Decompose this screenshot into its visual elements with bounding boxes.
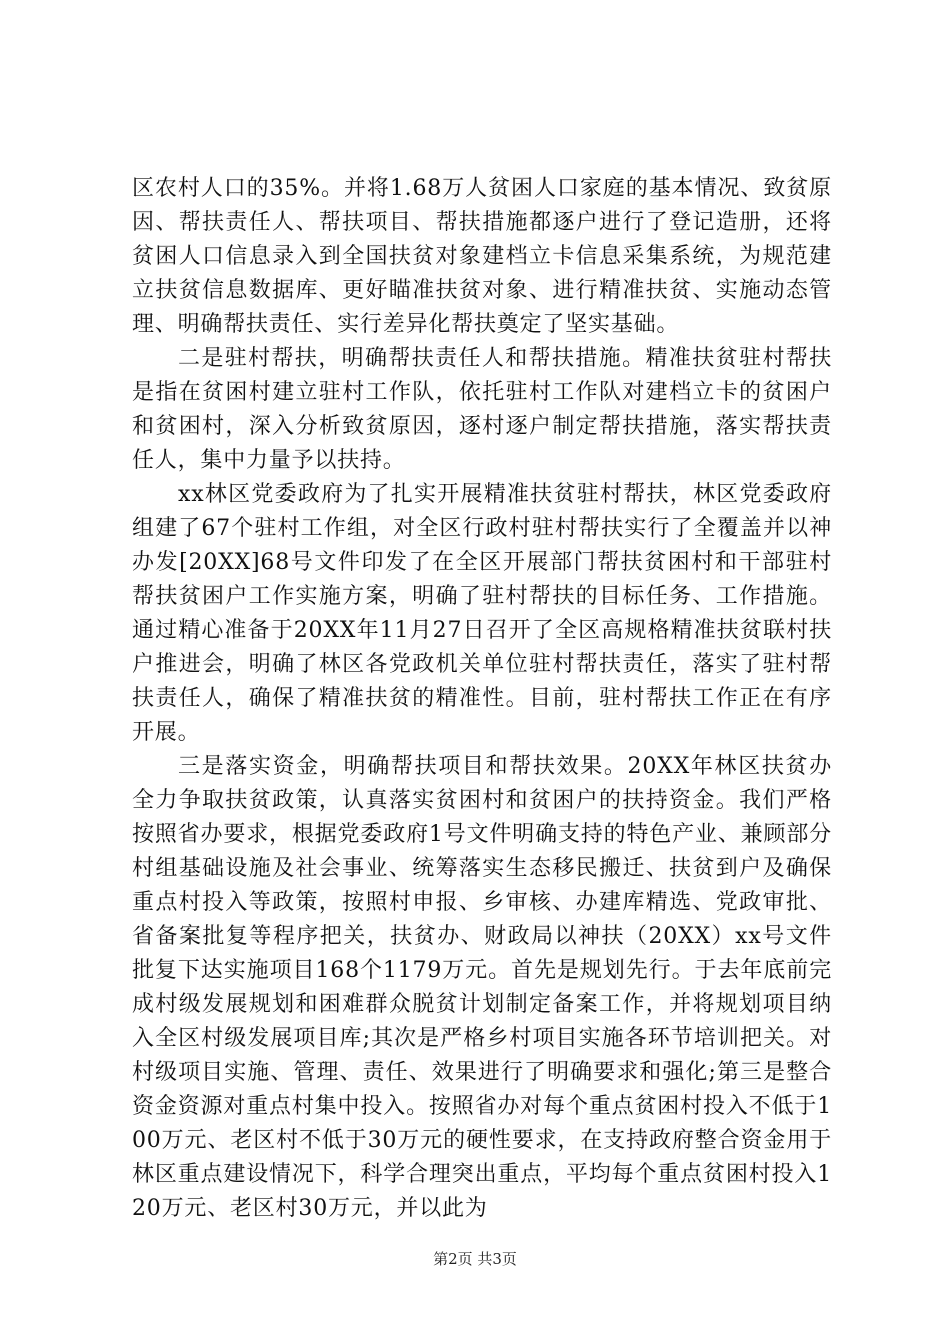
paragraph-3: xx林区党委政府为了扎实开展精准扶贫驻村帮扶，林区党委政府组建了67个驻村工作组，对全区行政村驻村帮扶实行了全覆盖并以神办发[20XX]68号文件印发了在全区开展部门帮扶贫困村和干部驻村帮扶贫困户工作实施方案，明确了驻村帮扶的目标任务、工作措施。通过精心准备于20XX年11月27日召开了全区高规格精准扶贫联村扶户推进会，明确了林区各党政机关单位驻村帮扶责任，落实了驻村帮扶责任人，确保了精准扶贫的精准性。目前，驻村帮扶工作正在有序开展。 bbox=[132, 482, 832, 745]
document-body bbox=[132, 172, 832, 1226]
paragraph-4: 三是落实资金，明确帮扶项目和帮扶效果。20XX年林区扶贫办全力争取扶贫政策，认真落实贫困村和贫困户的扶持资金。我们严格按照省办要求，根据党委政府1号文件明确支持的特色产业、兼顾部分村组基础设施及社会事业、统筹落实生态移民搬迁、扶贫到户及确保重点村投入等政策，按照村申报、乡审核、办建库精选、党政审批、省备案批复等程序把关，扶贫办、财政局以神扶（20XX）xx号文件批复下达实施项目168个1179万元。首先是规划先行。于去年底前完成村级发展规划和困难群众脱贫计划制定备案工作，并将规划项目纳入全区村级发展项目库;其次是严格乡村项目实施各环节培训把关。对村级项目实施、管理、责任、效果进行了明确要求和强化;第三是整合资金资源对重点村集中投入。按照省办对每个重点贫困村投入不低于100万元、老区村不低于30万元的硬性要求，在支持政府整合资金用于林区重点建设情况下，科学合理突出重点，平均每个重点贫困村投入120万元、老区村30万元，并以此为 bbox=[132, 754, 832, 1221]
paragraph-1: 区农村人口的35%。并将1.68万人贫困人口家庭的基本情况、致贫原因、帮扶责任人、帮扶项目、帮扶措施都逐户进行了登记造册，还将贫困人口信息录入到全国扶贫对象建档立卡信息采集系统，为规范建立扶贫信息数据库、更好瞄准扶贫对象、进行精准扶贫、实施动态管理、明确帮扶责任、实行差异化帮扶奠定了坚实基础。 bbox=[132, 176, 832, 337]
paragraph-2: 二是驻村帮扶，明确帮扶责任人和帮扶措施。精准扶贫驻村帮扶是指在贫困村建立驻村工作队，依托驻村工作队对建档立卡的贫困户和贫困村，深入分析致贫原因，逐村逐户制定帮扶措施，落实帮扶责任人，集中力量予以扶持。 bbox=[132, 346, 832, 473]
page-number-footer: 第2页 共3页 bbox=[433, 1250, 517, 1268]
